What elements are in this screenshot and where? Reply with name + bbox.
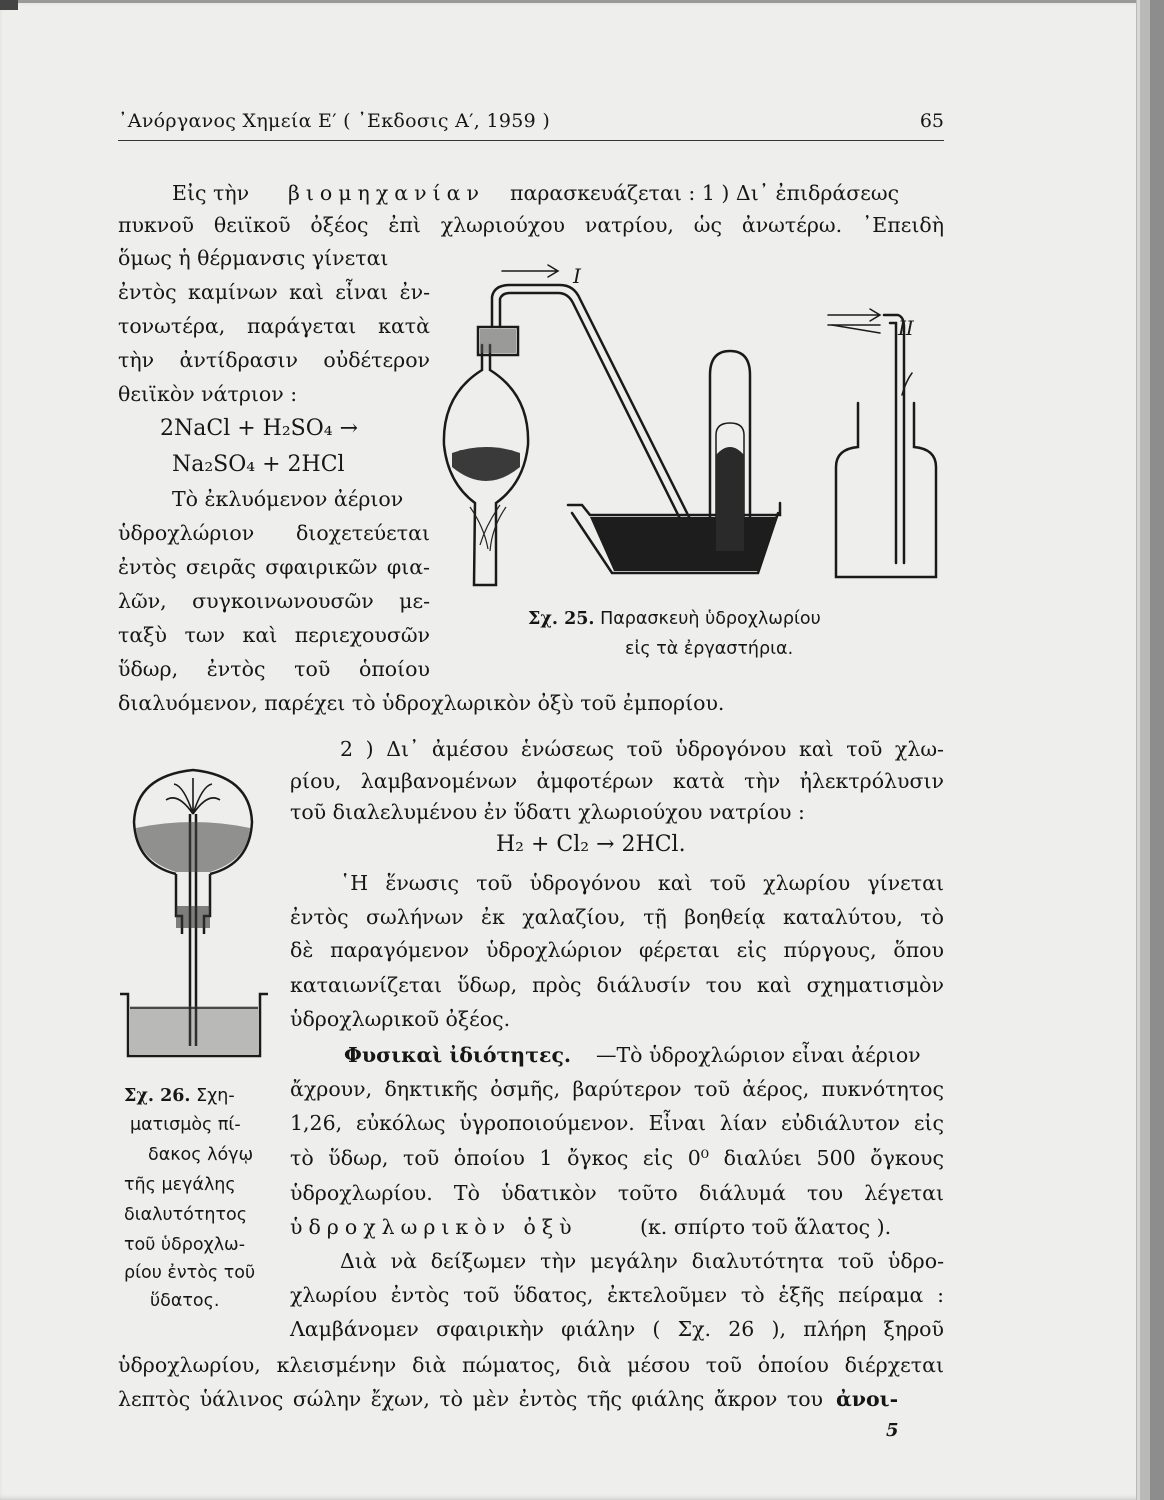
text-line: ὑδροχλωρίου, κλεισμένην διὰ πώματος, διὰ μέσου τοῦ ὁποίου διέρχεται bbox=[118, 1353, 944, 1377]
text-line: Λαμβάνομεν σφαιρικὴν φιάλην ( Σχ. 26 ), πλήρη ξηροῦ bbox=[290, 1317, 944, 1341]
arrow-i bbox=[502, 265, 558, 277]
running-header bbox=[118, 106, 944, 136]
text-line: —Τὸ ὑδροχλώριον εἶναι ἀέριον bbox=[596, 1043, 921, 1067]
text-line: ἐντὸς σειρᾶς σφαιρικῶν φια- bbox=[118, 555, 430, 579]
text-line: Εἰς τὴν bbox=[172, 181, 250, 205]
text-line: ὕδωρ, ἐντὸς τοῦ ὁποίου bbox=[118, 657, 430, 681]
page-number: 65 bbox=[919, 110, 944, 132]
label-i: I bbox=[573, 264, 581, 288]
text-line: ταξὺ των καὶ περιεχουσῶν bbox=[118, 623, 430, 647]
figure-25-caption-line: Παρασκευὴ ὑδροχλωρίου bbox=[600, 609, 821, 629]
text-line: ὑδροχλώριον διοχετεύεται bbox=[118, 521, 430, 545]
text-line: ρίου, λαμβανομένων ἀμφοτέρων κατὰ τὴν ἠλεκτρόλυσιν bbox=[290, 769, 944, 793]
text-line: 1,26, εὐκόλως ὑγροποιούμενον. Εἶναι λίαν εὐδιάλυτον εἰς bbox=[290, 1111, 944, 1135]
text-line: τὸ ὕδωρ, τοῦ ὁποίου 1 ὄγκος εἰς 0⁰ διαλύει 500 ὄγκους bbox=[290, 1146, 944, 1170]
text-line: παρασκευάζεται : 1 ) Δι᾿ ἐπιδράσεως bbox=[510, 181, 900, 205]
text-line: πυκνοῦ θειϊκοῦ ὀξέος ἐπὶ χλωριούχου νατρίου, ὡς ἀνωτέρω. ᾿Επειδὴ bbox=[118, 213, 944, 237]
header-title: ᾿Ανόργανος Χημεία Ε′ ( ᾿Εκδοσις Α′, 1959 ) bbox=[118, 110, 551, 132]
arrow-ii bbox=[828, 309, 880, 325]
text-line: ἐντὸς σωλήνων ἐκ χαλαζίου, τῇ βοηθείᾳ καταλύτου, τὸ bbox=[290, 905, 944, 929]
scan-corner bbox=[0, 0, 18, 10]
page-top-edge bbox=[0, 0, 1150, 3]
figure-26-fountain bbox=[118, 756, 268, 1064]
text-line: λῶν, συγκοινωνουσῶν με- bbox=[118, 589, 430, 613]
figure-26-caption-line: ὕδατος. bbox=[150, 1291, 220, 1311]
text-line: ὑδροχλωρικοῦ ὀξέος. bbox=[290, 1007, 511, 1031]
figure-26-caption-line: Σχη- bbox=[196, 1086, 235, 1106]
figure-25-caption-line: εἰς τὰ ἐργαστήρια. bbox=[625, 639, 794, 659]
text-line: τοῦ διαλελυμένου ἐν ὕδατι χλωριούχου νατρίου : bbox=[290, 800, 805, 824]
text-line: δὲ παραγόμενον ὑδροχλώριον φέρεται εἰς πύργους, ὅπου bbox=[290, 938, 944, 962]
equation: 2NaCl + H₂SO₄ → bbox=[160, 416, 359, 441]
header-rule bbox=[118, 140, 944, 141]
basin-water bbox=[130, 1006, 258, 1054]
equation: H₂ + Cl₂ → 2HCl. bbox=[496, 832, 686, 857]
signature-mark: 5 bbox=[886, 1420, 899, 1441]
spaced-term: ὑδροχλωρικὸν ὀξὺ bbox=[290, 1215, 578, 1239]
text-line: ὅμως ἡ θέρμανσις γίνεται bbox=[118, 246, 389, 270]
text-line: χλωρίου ἐντὸς τοῦ ὕδατος, ἐκτελοῦμεν τὸ ἑξῆς πείραμα : bbox=[290, 1283, 944, 1307]
text-line: 2 ) Δι᾿ ἀμέσου ἑνώσεως τοῦ ὑδρογόνου καὶ τοῦ χλω- bbox=[340, 737, 944, 761]
figure-26-number: Σχ. 26. bbox=[124, 1086, 191, 1106]
trough-water bbox=[590, 517, 778, 571]
collected-acid bbox=[716, 447, 744, 551]
figure-26-caption-line: διαλυτότητος bbox=[124, 1205, 248, 1225]
outlet-tube bbox=[884, 315, 904, 563]
salt-mixture bbox=[452, 447, 520, 481]
stopper-hatching bbox=[480, 329, 516, 353]
wash-bottle bbox=[836, 403, 936, 577]
text-line: (κ. σπίρτο τοῦ ἅλατος ). bbox=[640, 1215, 892, 1239]
hyphenated-word: ἀνοι- bbox=[836, 1387, 899, 1411]
figure-25-caption bbox=[528, 606, 821, 632]
figure-25-number: Σχ. 25. bbox=[528, 609, 595, 629]
spaced-term: βιομηχανίαν bbox=[288, 181, 485, 205]
text-line: ὑδροχλωρίου. Τὸ ὑδατικὸν τοῦτο διάλυμά του λέγεται bbox=[290, 1181, 944, 1205]
figure-26-caption-line: δακος λόγῳ bbox=[148, 1145, 254, 1165]
figure-26-caption-line: ματισμὸς πί- bbox=[130, 1115, 241, 1135]
text-line: καταιωνίζεται ὕδωρ, πρὸς διάλυσίν του καὶ σχηματισμὸν bbox=[290, 973, 944, 997]
figure-26-caption-line: τῆς μεγάλης bbox=[124, 1175, 236, 1195]
figure-26-caption-line: τοῦ ὑδροχλω- bbox=[124, 1235, 246, 1255]
text-line: ῾Η ἕνωσις τοῦ ὑδρογόνου καὶ τοῦ χλωρίου γίνεται bbox=[340, 871, 944, 895]
text-line: ἄχρουν, δηκτικῆς ὀσμῆς, βαρύτερον τοῦ ἀέρος, πυκνότητος bbox=[290, 1077, 944, 1101]
text-line: τὴν ἀντίδρασιν οὐδέτερον bbox=[118, 348, 430, 372]
figure-26-caption-line: ρίου ἐντὸς τοῦ bbox=[124, 1263, 256, 1283]
cork bbox=[176, 906, 210, 928]
text-line: λεπτὸς ὑάλινος σώλην ἔχων, τὸ μὲν ἐντὸς τῆς φιάλης ἄκρον του bbox=[118, 1387, 823, 1411]
text-line: τονωτέρα, παράγεται κατὰ bbox=[118, 314, 430, 338]
figure-25-apparatus bbox=[440, 255, 940, 595]
text-line: θειϊκὸν νάτριον : bbox=[118, 382, 298, 406]
page-edge-highlight bbox=[1137, 0, 1140, 1500]
figure-26-caption bbox=[124, 1083, 235, 1109]
fountain-jet bbox=[166, 778, 220, 814]
section-heading: Φυσικαὶ ἰδιότητες. bbox=[344, 1043, 572, 1067]
text-line: ἐντὸς καμίνων καὶ εἶναι ἐν- bbox=[118, 280, 430, 304]
text-line: Διὰ νὰ δείξωμεν τὴν μεγάλην διαλυτότητα τοῦ ὑδρο- bbox=[340, 1249, 944, 1273]
text-line: Τὸ ἐκλυόμενον ἀέριον bbox=[172, 487, 404, 511]
equation: Na₂SO₄ + 2HCl bbox=[172, 452, 345, 477]
text-line: διαλυόμενον, παρέχει τὸ ὑδροχλωρικὸν ὀξὺ τοῦ ἐμπορίου. bbox=[118, 691, 725, 715]
label-ii: II bbox=[898, 316, 914, 340]
